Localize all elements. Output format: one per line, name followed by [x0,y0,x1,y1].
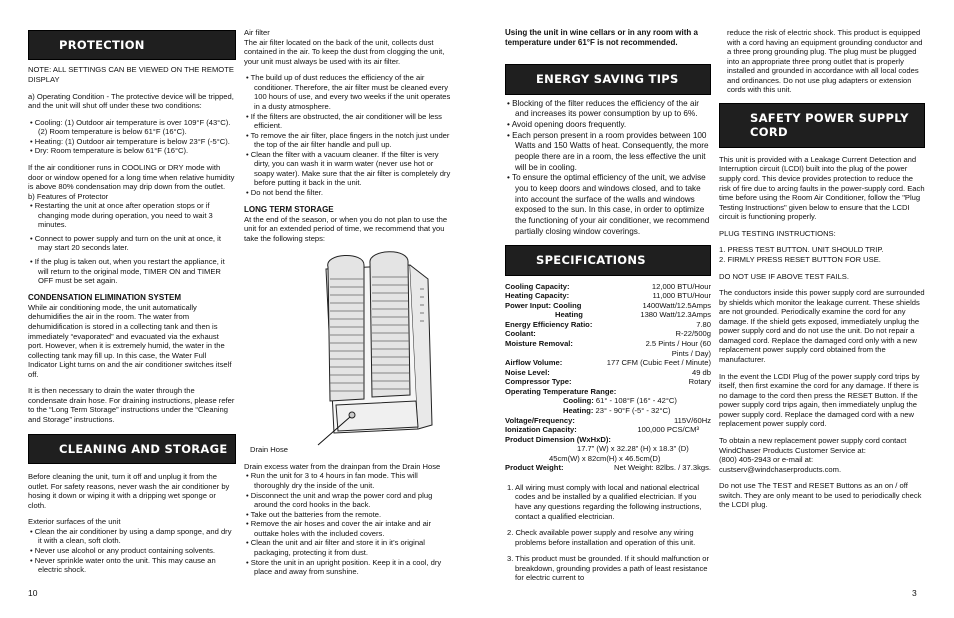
exterior-item: • Never sprinkle water onto the unit. This may cause an electric shock. [30,555,216,575]
spec-row: Energy Efficiency Ratio: 7.80 [505,319,711,329]
specifications-table [505,282,711,473]
cleaning-storage-banner: CLEANING AND STORAGE [28,434,236,464]
storage-step: • Disconnect the unit and wrap the power cord and plug around the cord hooks in the back. [246,490,433,510]
temp-range-label: Operating Temperature Range: [505,386,617,396]
spec-row: Heating 1380 Watt/12.3Amps [555,310,711,320]
features-title: b) Features of Protector [28,191,109,201]
storage-step: • Clean the unit and air filter and store it in it’s original packaging, protecting it from dust. [246,538,425,557]
condensation-section-title: CONDENSATION ELIMINATION SYSTEM [28,292,182,302]
dimensions-metric: 45cm(W) x 82cm(H) x 46.5cm(D) [549,453,661,463]
energy-tip: • Each person present in a room provides between 100 Watts and 150 Watts of heat. Consequently, the more people there are in a room, the less effective the unit will be in cooling. [507,130,709,172]
filter-item: • Do not bend the filter. [246,188,323,197]
air-filter-title: Air filter [244,28,270,37]
lcdi-paragraph: This unit is provided with a Leakage Current Detection and Interruption circuit (LCDI) built into the plug of the power supply cord. This device provides protection to reduce the risk of fire due to arcing faults in the power-supply cord. Each time before using the Room Air Conditioner, follow the "Plug Testing Instructions" given below to ensure that the LCDI circuit is functioning properly. [719,154,925,222]
contact-phone: (800) 405-2943 or e-mail at: [719,455,814,465]
energy-tip: • Blocking of the filter reduces the efficiency of the air and increases its power consumption by up to 6%. [507,98,700,119]
column-2 [244,28,452,577]
energy-tip: • Avoid opening doors frequently. [507,119,627,129]
exterior-item: • Never use alcohol or any product containing solvents. [30,545,216,555]
temp-heating-row: Heating: 23° - 90°F (-5° - 32°C) [563,405,671,415]
installation-note: 3. This product must be grounded. If it should malfunction or breakdown, grounding provides a path of least resistance for electric current to [507,554,710,583]
feature-item: • Connect to power supply and turn on the unit at once, it may start 20 seconds later. [30,233,221,253]
condensation-drain-paragraph: It is then necessary to drain the water through the condensate drain hose. For draining instructions, please refer to the “Long Term Storage” instructions under the “Cleaning and Storage” instructions. [28,386,235,424]
contact-paragraph: To obtain a new replacement power supply cord contact WindChaser Products Customer Service at: [719,435,907,455]
plug-test-step: 2. FIRMLY PRESS RESET BUTTON FOR USE. [719,254,881,264]
storage-step: • Run the unit for 3 to 4 hours in fan mode. This will thoroughly dry the inside of the unit. [246,471,418,491]
exterior-item: • Clean the air conditioner by using a damp sponge, and dry it with a clean, soft cloth. [30,526,232,546]
energy-tip: • To ensure the optimal efficiency of the unit, we advise you to keep doors and windows closed, and to take into account the surface of the walls and windows exposed to the sun. In this case, in order to optimize the functioning of your air conditioner, we recommend partially closing window coverings. [507,173,710,236]
feature-item: • Restarting the unit at once after operation stops or if changing mode during operation, you need to wait 3 minutes. [30,201,213,230]
spec-row: Power Input: Cooling 1400Watt/12.5Amps [505,300,711,310]
air-filter-paragraph: The air filter located on the back of the unit, collects dust contained in the air. To keep the dust from clogging the unit, your unit must always be used with its air filter. [244,37,445,66]
operating-condition-item: • Heating: (1) Outdoor air temperature is below 23°F (-5°C). [30,136,230,146]
wine-cellar-note: Using the unit in wine cellars or in any room with a temperature under 61°F is not recommended. [505,28,698,48]
do-not-use-warning: DO NOT USE IF ABOVE TEST FAILS. [719,271,849,281]
remote-display-note: NOTE: ALL SETTINGS CAN BE VIEWED ON THE REMOTE DISPLAY [28,65,234,85]
safety-cord-banner: SAFETY POWER SUPPLY CORD [719,103,925,148]
spec-row: Coolant: R-22/500g [505,329,711,339]
exterior-title: Exterior surfaces of the unit [28,517,121,527]
operating-condition-item: • Cooling: (1) Outdoor air temperature is over 109°F (43°C). (2) Room temperature is below 61°F (16°C). [30,117,231,137]
column-3 [505,28,711,583]
operating-condition-item: • Dry: Room temperature is below 61°F (16°C). [30,146,189,156]
spec-row: Heating Capacity: 11,000 BTU/Hour [505,291,711,301]
air-conditioner-drawing [260,249,480,449]
page-number-left: 10 [28,588,38,598]
page-number-right: 3 [912,588,917,598]
long-term-storage-title: LONG TERM STORAGE [244,204,334,214]
cleaning-intro: Before cleaning the unit, turn it off and unplug it from the outlet. For safety reasons, never wash the air conditioner by hosing it down or wiping it with a dripping wet sponge or cloth. [28,472,230,510]
storage-step: • Store the unit in an upright position. Keep it in a cool, dry place and away from sunshine. [246,557,442,577]
storage-step: • Remove the air hoses and cover the air intake and air outtake holes with the included covers. [246,519,432,538]
drain-paragraph: Drain excess water from the drainpan from the Drain Hose [244,461,441,471]
long-term-storage-paragraph: At the end of the season, or when you do not plan to use the unit for an extended period of time, we recommend that you take the following steps: [244,214,448,243]
unit-illustration [260,249,480,449]
condensation-paragraph: While air conditioning mode, the unit automatically dehumidifies the air in the room. The water from dehumidification is stored in a collecting tank and then is immediately “evaporated” and evacuated via the exhaust port. However, when it is extremely humid, the water in the collecting tank may fill up. In this case, the Water Full Indicator Light turns on and the air conditioner switches itself off. [28,302,232,379]
installation-note: 2. Check available power supply and resolve any wiring problems before installation and operation of this unit. [507,528,696,547]
plug-testing-title: PLUG TESTING INSTRUCTIONS: [719,228,836,238]
column-4 [719,28,925,510]
filter-item: • If the filters are obstructed, the air conditioner will be less efficient. [246,111,442,131]
spec-row: Airflow Volume: 177 CFM (Cubic Feet / Minute) [505,358,711,368]
feature-item: • If the plug is taken out, when you restart the appliance, it will return to the original mode, TIMER ON and TIMER OFF must be set again. [30,257,225,286]
spec-row: Compressor Type: Rotary [505,377,711,387]
spec-row: Moisture Removal: 2.5 Pints / Hour (60 Pints / Day) [505,339,711,358]
spec-row: Ionization Capacity: 100,000 PCS/CM³ [505,425,699,435]
drain-hose-label: Drain Hose [250,445,288,455]
filter-item: • Clean the filter with a vacuum cleaner. If the filter is very dirty, you can wash it in warm water (never use hot or soapy water). Make sure that the air filter is completely dry before putting it back in the unit. [246,149,451,188]
dimensions-label: Product Dimension (WxHxD): [505,434,611,444]
conductors-paragraph: The conductors inside this power supply cord are surrounded by shields which monitor the leakage current. These shields are not grounded. Periodically examine the cord for any damage. If the shield gets exposed, immediately unplug the power supply cord and do not use the unit. Do not repair a damaged cord. Replace the damaged cord only with a new replacement power supply cord obtained from the manufacturer. [719,288,925,365]
plug-test-step: 1. PRESS TEST BUTTON. UNIT SHOULD TRIP. [719,245,884,255]
spec-row: Voltage/Frequency: 115V/60Hz [505,415,711,425]
dimensions-imperial: 17.7” (W) x 32.28” (H) x 18.3” (D) [577,444,689,454]
condensation-warning: If the air conditioner runs in COOLING or DRY mode with door or window opened for a long time when relative humidity is above 80% condensation may drip down from the outlet. [28,162,235,192]
temp-cooling-row: Cooling: 61° - 108°F (16° - 42°C) [563,396,677,406]
spec-row: Cooling Capacity: 12,000 BTU/Hour [505,281,711,291]
filter-item: • To remove the air filter, place fingers in the notch just under the top of the air filter handle and pull up. [246,130,450,150]
storage-step: • Take out the batteries from the remote. [246,509,382,519]
spec-row: Noise Level: 49 db [505,367,711,377]
grounding-continued: reduce the risk of electric shock. This product is equipped with a cord having an equipment grounding conductor and a three prong grounding plug. The plug must be plugged into an appropriate three prong outlet that is properly installed and grounded in accordance with all local codes and ordinances. Do not use plug adapters or extension cords with this unit. [727,28,923,95]
contact-email: custserv@windchaserproducts.com. [719,464,842,474]
spec-row: Product Weight: Net Weight: 82lbs. / 37.3kgs. [505,463,711,473]
operating-condition-intro: a) Operating Condition - The protective device will be tripped, and the unit will shut off under these two conditions: [28,91,234,111]
test-reset-note: Do not use The TEST and RESET Buttons as an on / off switch. They are only meant to be used to periodically check the LCDI plug. [719,481,922,510]
specifications-banner: SPECIFICATIONS [505,245,711,275]
column-1 [28,30,236,575]
energy-saving-banner: ENERGY SAVING TIPS [505,64,711,94]
protection-banner: PROTECTION [28,30,236,60]
trip-event-paragraph: In the event the LCDI Plug of the power supply cord trips by itself, then first examine the cord for any damage. If there is no damage to the cord then press the RESET Button. If the power supply cord trips again, then immediately unplug the power supply cord. Replace the damaged cord with a new replacement power supply cord. [719,371,920,429]
installation-note: 1. All wiring must comply with local and national electrical codes and be installed by a qualified electrician. If you have any questions regarding the following instructions, contact a qualified electrician. [507,482,702,521]
filter-item: • The build up of dust reduces the efficiency of the air conditioner. Therefore, the air filter must be cleaned every 100 hours of use, and every two weeks if the unit operates in a dusty atmosphere. [246,73,451,111]
